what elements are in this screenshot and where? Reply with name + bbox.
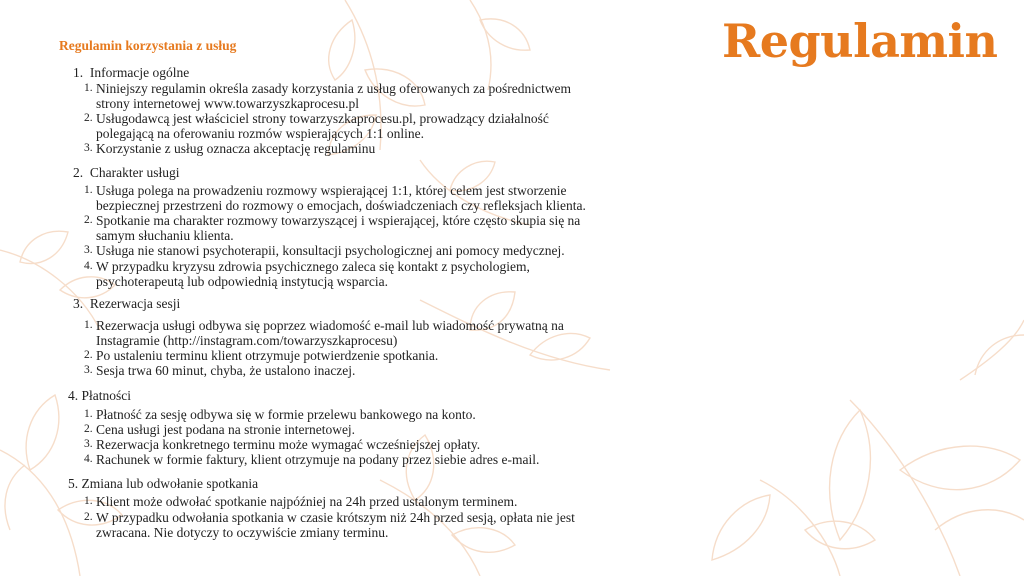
list-item: 4. W przypadku kryzysu zdrowia psychicznego zaleca się kontakt z psychologiem, psychoterapeutą lub odpowiednią instytucją wsparcia. (84, 259, 530, 289)
section-title: 2. Charakter usługi (73, 165, 180, 180)
list-item: 1. Niniejszy regulamin określa zasady korzystania z usług oferowanych za pośrednictwem strony internetowej www.towarzyszkaprocesu.pl (84, 81, 571, 111)
section-title: 4. Płatności (68, 388, 131, 403)
section-title: 5. Zmiana lub odwołanie spotkania (68, 476, 259, 491)
section-title: 3. Rezerwacja sesji (73, 296, 181, 311)
list-item: 3. Rezerwacja konkretnego terminu może wymagać wcześniejszej opłaty. (84, 437, 481, 452)
list-item: 3. Korzystanie z usług oznacza akceptację regulaminu (84, 141, 376, 156)
list-item: 2. W przypadku odwołania spotkania w czasie krótszym niż 24h przed sesją, opłata nie jest zwracana. Nie dotyczy to oczywiście zmiany terminu. (84, 510, 575, 540)
list-item: 2. Spotkanie ma charakter rozmowy towarzyszącej i wspierającej, które często skupia się na samym słuchaniu klienta. (84, 213, 581, 243)
list-item: 2. Cena usługi jest podana na stronie internetowej. (84, 422, 356, 437)
list-item: 3. Sesja trwa 60 minut, chyba, że ustalono inaczej. (84, 363, 356, 378)
page-title: Regulamin (722, 14, 998, 68)
list-item: 3. Usługa nie stanowi psychoterapii, konsultacji psychologicznej ani pomocy medycznej. (84, 243, 565, 258)
list-item: 2. Po ustaleniu terminu klient otrzymuje potwierdzenie spotkania. (84, 348, 439, 363)
section-title: 1. Informacje ogólne (73, 65, 190, 80)
list-item: 1. Klient może odwołać spotkanie najpóźniej na 24h przed ustalonym terminem. (84, 494, 518, 509)
list-item: 1. Usługa polega na prowadzeniu rozmowy wspierającej 1:1, której celem jest stworzenie bezpiecznej przestrzeni do rozmowy o emocjach, doświadczeniach czy refleksjach klienta. (84, 183, 586, 213)
document-heading: Regulamin korzystania z usług (59, 38, 237, 53)
list-item: 1. Płatność za sesję odbywa się w formie przelewu bankowego na konto. (84, 407, 476, 422)
list-item: 1. Rezerwacja usługi odbywa się poprzez wiadomość e-mail lub wiadomość prywatną na Instagramie (http://instagram.com/towarzyszkaprocesu) (84, 318, 564, 348)
list-item: 4. Rachunek w formie faktury, klient otrzymuje na podany przez siebie adres e-mail. (84, 452, 540, 467)
list-item: 2. Usługodawcą jest właściciel strony towarzyszkaprocesu.pl, prowadzący działalność polegającą na oferowaniu rozmów wspierających 1:1 online. (84, 111, 549, 141)
